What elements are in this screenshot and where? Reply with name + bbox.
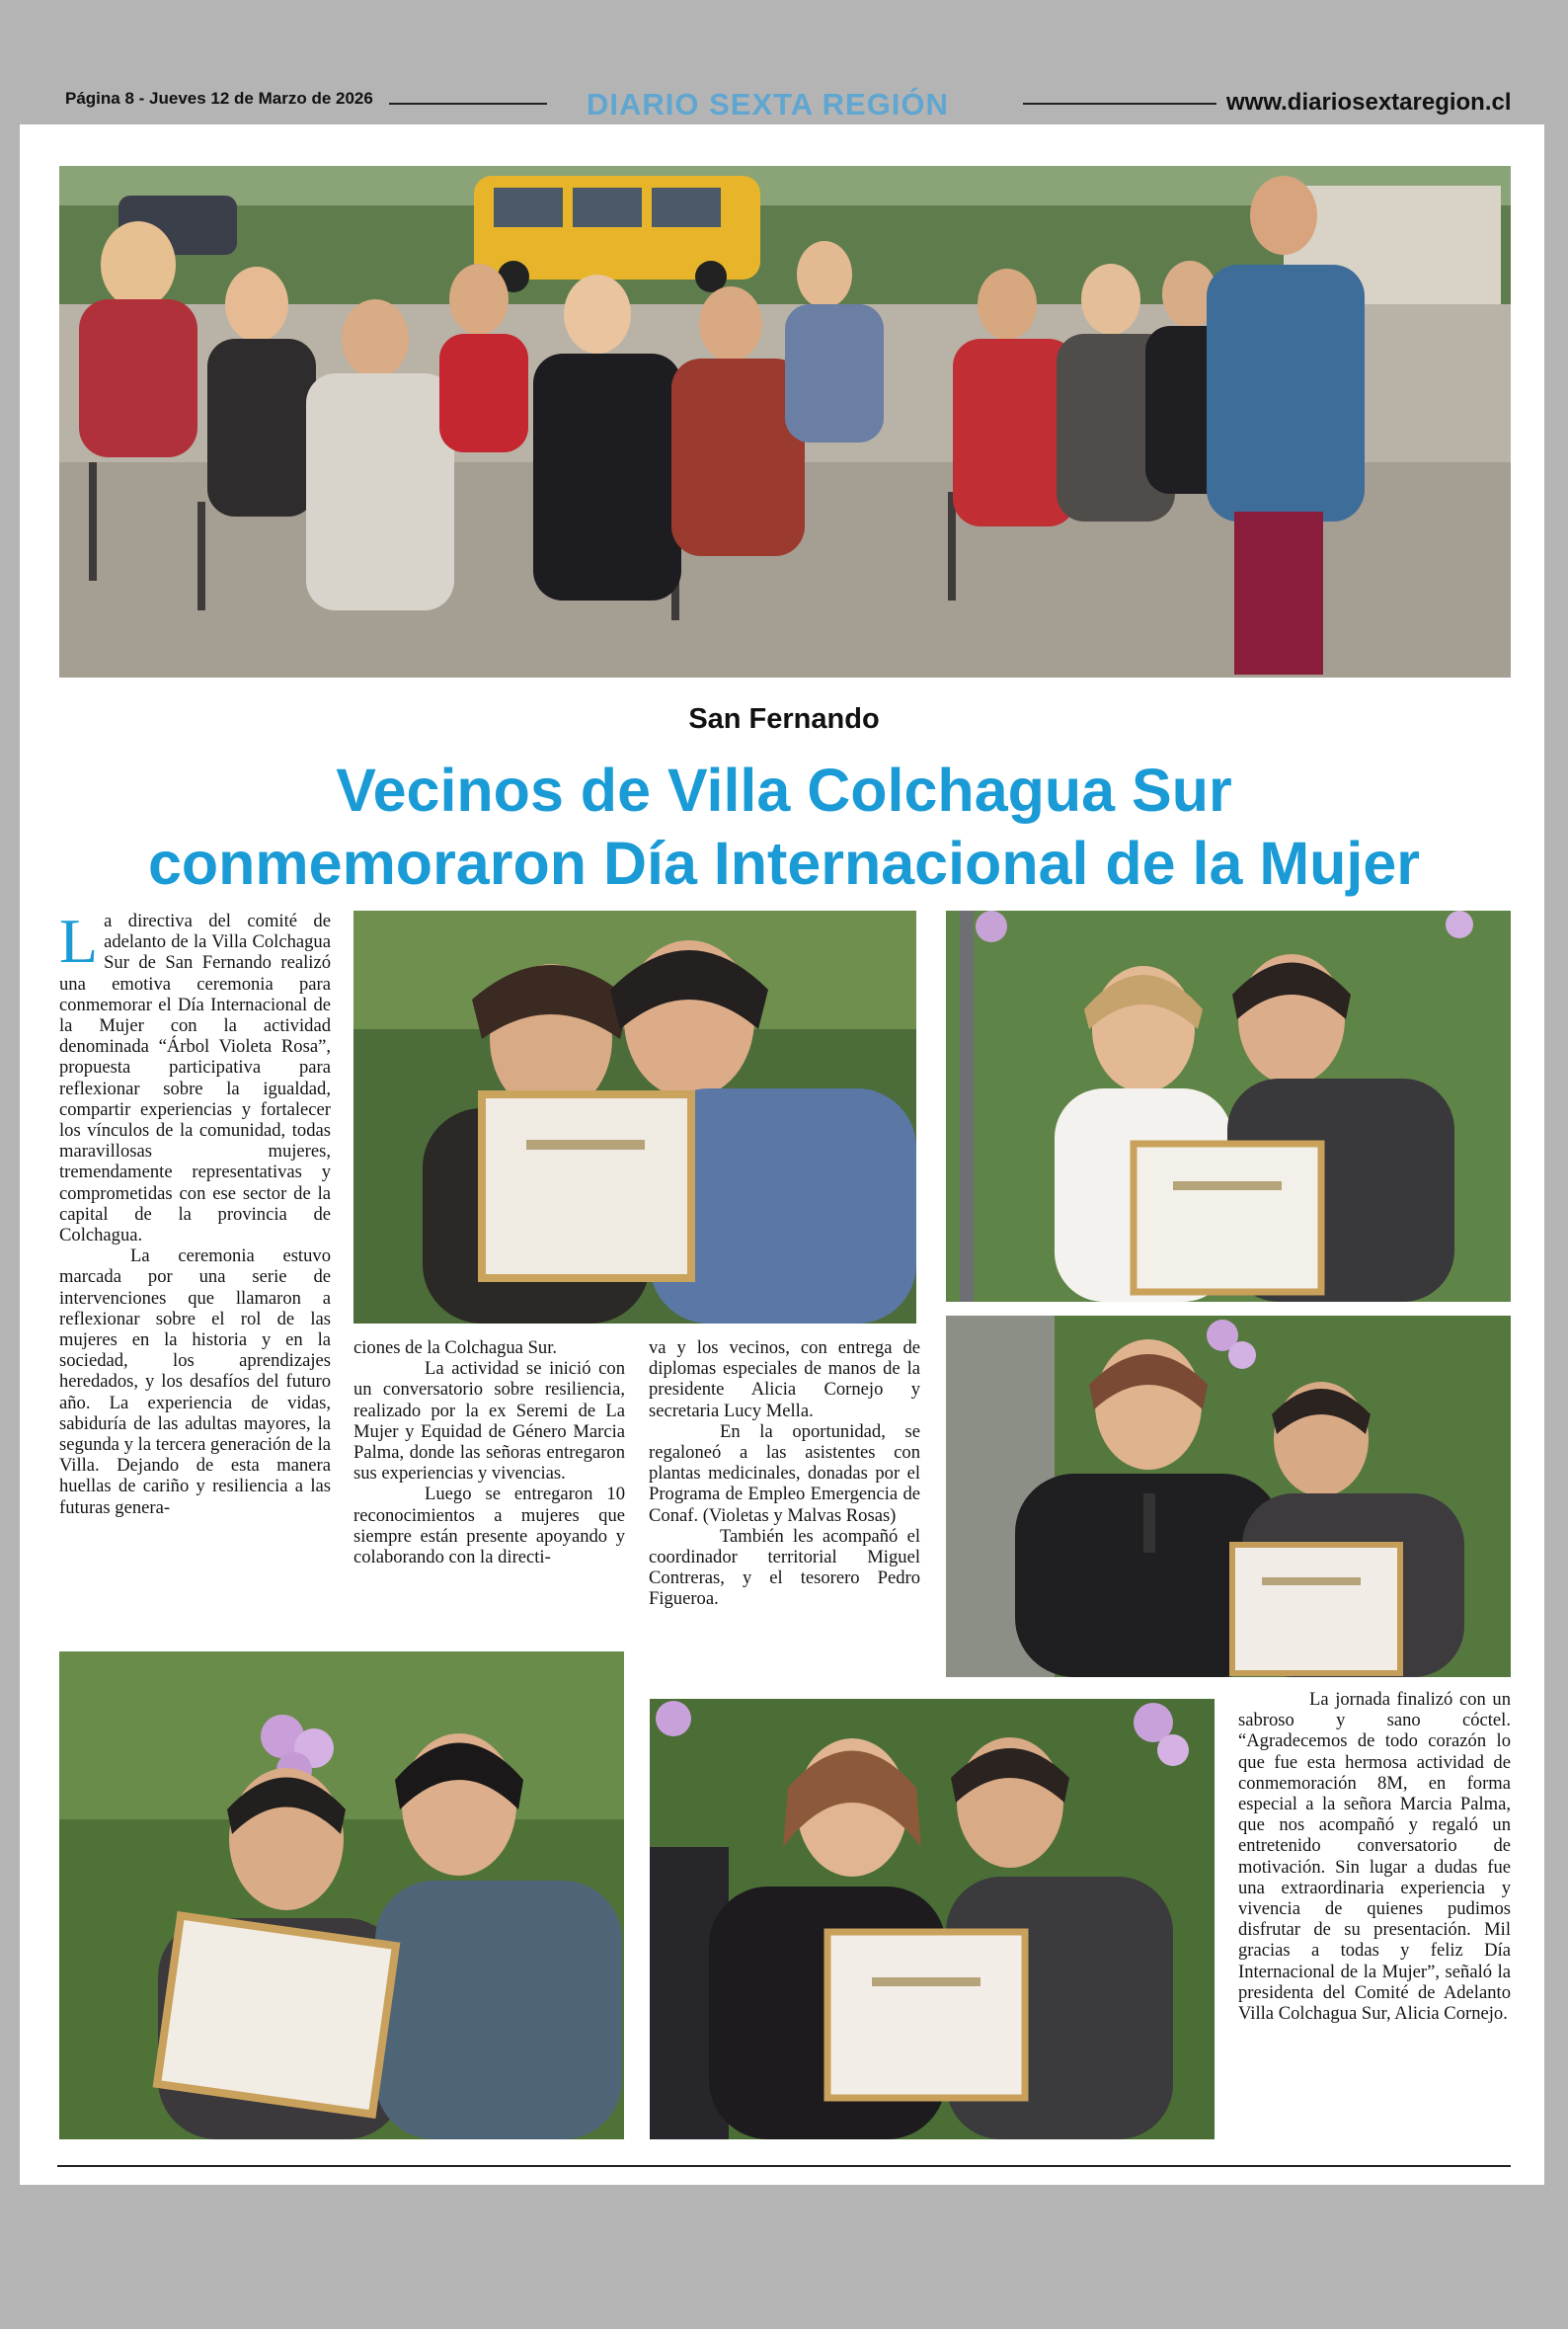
col2-paragraph-1: ciones de la Colchagua Sur.: [353, 1337, 558, 1358]
col2-paragraph-3: Luego se entregaron 10 reconocimientos a mujeres que siempre están presente apoyando y colaborando con la directi-: [353, 1484, 625, 1568]
col1-paragraph-2: La ceremonia estuvo marcada por una serie de intervenciones que llamaron a reflexionar sobre el rol de las mujeres en la historia y en la sociedad, los aprendizajes heredados, y los desafíos del futuro año. La experiencia de vidas, sabiduría de las adultas mayores, la segunda y la tercera generación de la Villa. Dejando de esta manera huellas de cariño y resiliencia a las futuras genera-: [59, 1245, 331, 1518]
article-kicker: San Fernando: [688, 703, 880, 735]
paper-name: DIARIO SEXTA REGIÓN: [587, 87, 949, 121]
col1-paragraph-1: a directiva del comité de adelanto de la Villa Colchagua Sur de San Fernando realizó una emotiva ceremonia para conmemorar el Día Internacional de la Mujer con la actividad denominada “Árbol Violeta Rosa”, propuesta participativa para reflexionar sobre la igualdad, compartir experiencias y fortalecer los vínculos de la comunidad, todas maravillosas mujeres, tremendamente representativas y comprometidas con ese sector de la capital de la provincia de Colchagua.: [59, 911, 331, 1246]
article-column-3: [649, 1337, 920, 1610]
drop-cap: L: [59, 906, 99, 976]
article-column-2: [353, 1337, 625, 1567]
col3-paragraph-2: En la oportunidad, se regaloneó a las asistentes con plantas medicinales, donadas por el Programa de Empleo Emergencia de Conaf. (Violetas y Malvas Rosas): [649, 1420, 920, 1526]
page-info: Página 8 - Jueves 12 de Marzo de 2026: [65, 89, 373, 108]
group-photo: [59, 166, 1511, 678]
masthead-rule-right: [1023, 103, 1216, 105]
photo-diploma-3: [946, 1316, 1511, 1677]
col4-paragraph-1: La jornada finalizó con un sabroso y sano cóctel. “Agradecemos de todo corazón lo que fue esta hermosa actividad de conmemoración 8M, en forma especial a la señora Marcia Palma, que nos acompañó y regaló un entretenido conversatorio de motivación. Sin lugar a dudas fue una extraordinaria experiencia y vivencia de quienes pudimos disfrutar de su presentación. Mil gracias a todas y feliz Día Internacional de la Mujer”, señaló la presidenta del Comité de Adelanto Villa Colchagua Sur, Alicia Cornejo.: [1238, 1689, 1511, 2025]
bottom-rule: [57, 2165, 1511, 2167]
article-column-1: [59, 906, 331, 1518]
headline-line-1: Vecinos de Villa Colchagua Sur: [336, 757, 1232, 824]
col2-paragraph-2: La actividad se inició con un conversatorio sobre resiliencia, realizado por la ex Seremi de La Mujer y Equidad de Género Marcia Palma, donde las señoras entregaron sus experiencias y vivencias.: [353, 1358, 625, 1485]
photo-diploma-2: [946, 911, 1511, 1302]
website-link[interactable]: www.diariosextaregion.cl: [1226, 89, 1512, 116]
headline-line-2: conmemoraron Día Internacional de la Mujer: [147, 830, 1421, 897]
col3-paragraph-1: va y los vecinos, con entrega de diplomas especiales de manos de la presidente Alicia Cornejo y secretaria Lucy Mella.: [649, 1337, 920, 1421]
article-column-4: [1238, 1689, 1511, 2024]
col3-paragraph-3: También les acompañó el coordinador territorial Miguel Contreras, y el tesorero Pedro Figueroa.: [649, 1525, 920, 1610]
photo-diploma-5: [650, 1699, 1215, 2139]
masthead: [0, 85, 1568, 128]
photo-diploma-4: [59, 1651, 624, 2139]
photo-diploma-1: [353, 911, 916, 1324]
masthead-rule-left: [389, 103, 547, 105]
